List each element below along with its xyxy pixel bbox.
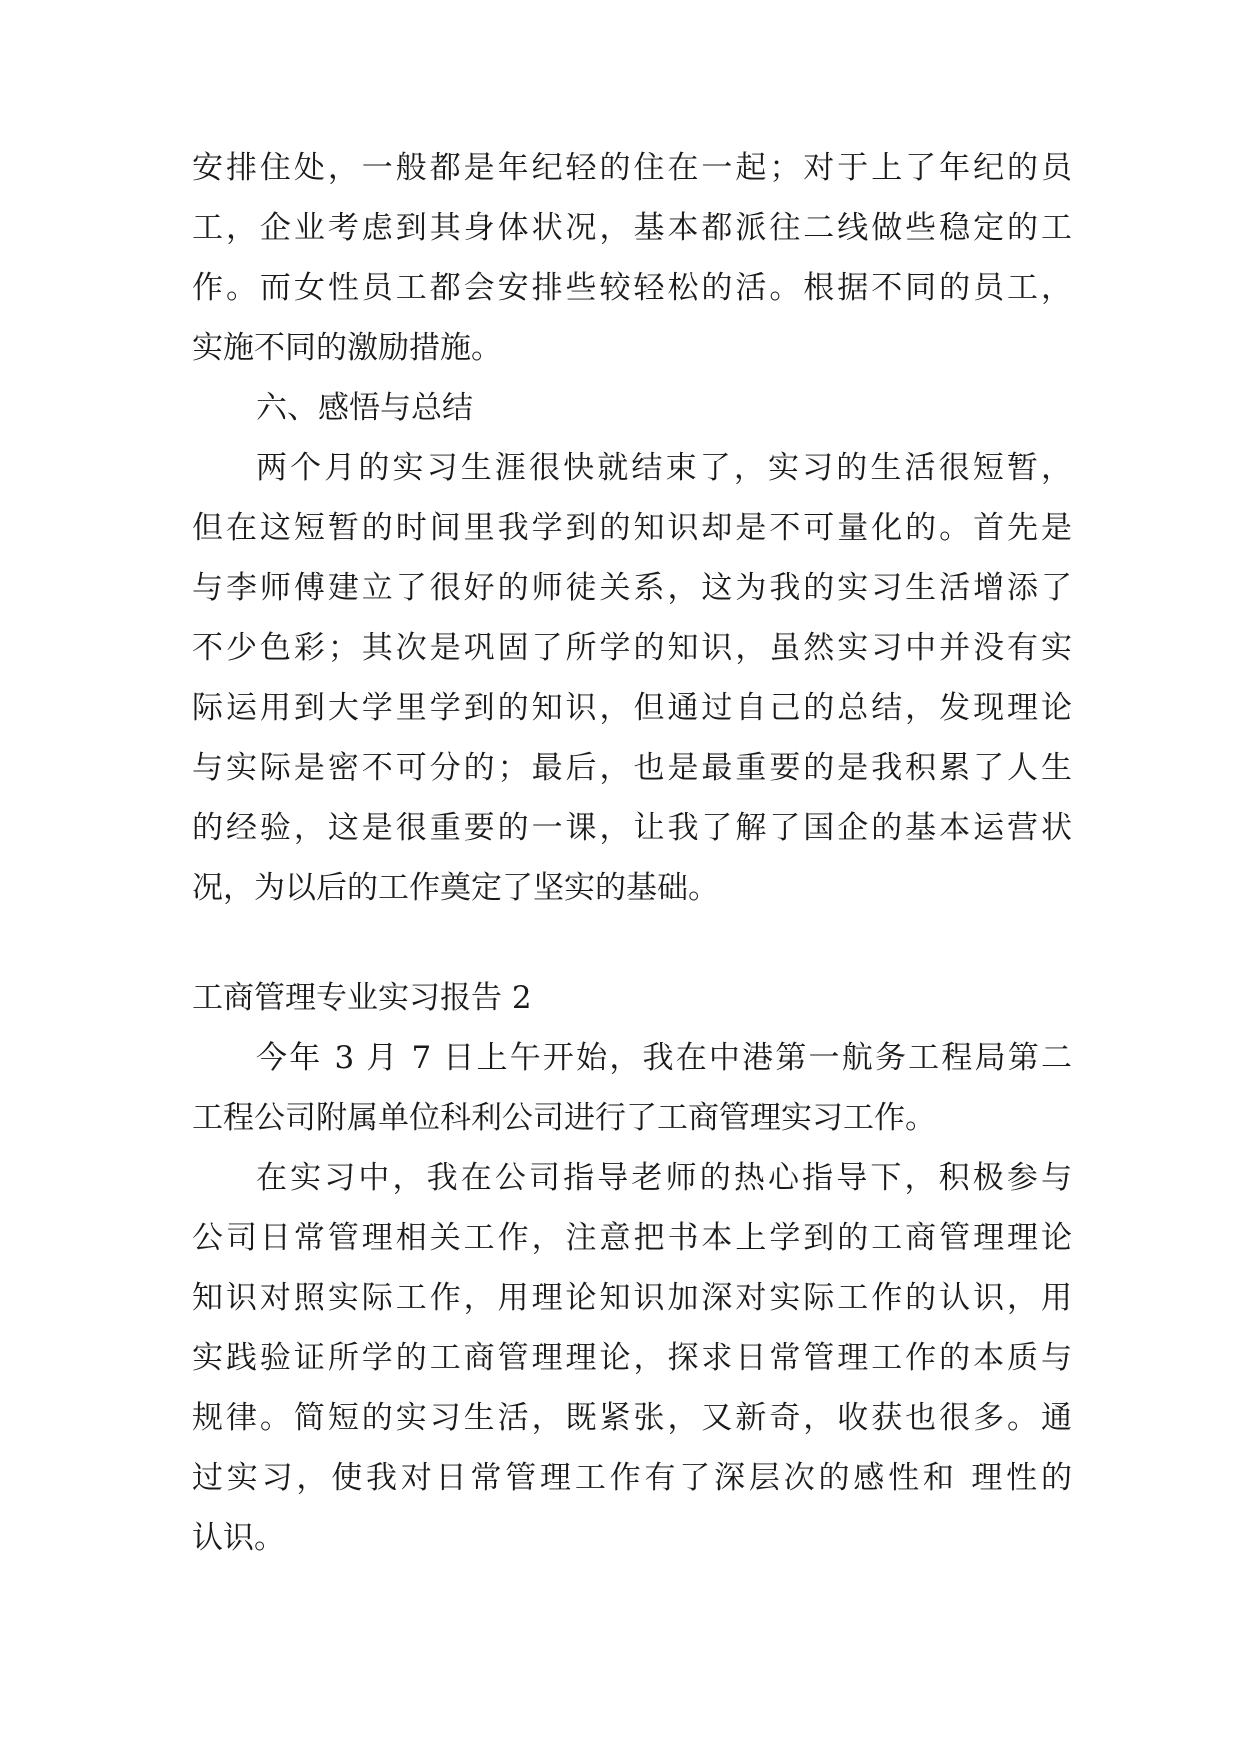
paragraph-line: 作。而女性员工都会安排些较轻松的活。根据不同的员工， <box>192 270 1072 306</box>
paragraph-line: 知识对照实际工作，用理论知识加深对实际工作的认识，用 <box>192 1280 1072 1316</box>
paragraph-line: 安排住处，一般都是年纪轻的住在一起；对于上了年纪的员 <box>192 150 1072 186</box>
paragraph-line: 规律。简短的实习生活，既紧张，又新奇，收获也很多。通 <box>192 1400 1072 1436</box>
paragraph-line: 今年 3 月 7 日上午开始，我在中港第一航务工程局第二 <box>256 1040 1072 1076</box>
section-heading: 六、感悟与总结 <box>256 390 473 426</box>
paragraph-line: 与实际是密不可分的；最后，也是最重要的是我积累了人生 <box>192 750 1072 786</box>
paragraph-line: 况，为以后的工作奠定了坚实的基础。 <box>192 870 719 906</box>
paragraph-line: 认识。 <box>192 1520 285 1556</box>
paragraph-line: 工程公司附属单位科利公司进行了工商管理实习工作。 <box>192 1100 936 1136</box>
paragraph-line: 但在这短暂的时间里我学到的知识却是不可量化的。首先是 <box>192 510 1072 546</box>
paragraph-line: 与李师傅建立了很好的师徒关系，这为我的实习生活增添了 <box>192 570 1072 606</box>
paragraph-line: 公司日常管理相关工作，注意把书本上学到的工商管理理论 <box>192 1220 1072 1256</box>
paragraph-line: 实施不同的激励措施。 <box>192 330 502 366</box>
paragraph-line: 两个月的实习生涯很快就结束了，实习的生活很短暂， <box>256 450 1072 486</box>
paragraph-line: 过实习，使我对日常管理工作有了深层次的感性和 理性的 <box>192 1460 1072 1496</box>
paragraph-line: 不少色彩；其次是巩固了所学的知识，虽然实习中并没有实 <box>192 630 1072 666</box>
paragraph-line: 在实习中，我在公司指导老师的热心指导下，积极参与 <box>256 1160 1072 1196</box>
report-title: 工商管理专业实习报告 2 <box>192 980 532 1016</box>
paragraph-line: 实践验证所学的工商管理理论，探求日常管理工作的本质与 <box>192 1340 1072 1376</box>
paragraph-line: 工，企业考虑到其身体状况，基本都派往二线做些稳定的工 <box>192 210 1072 246</box>
paragraph-line: 际运用到大学里学到的知识，但通过自己的总结，发现理论 <box>192 690 1072 726</box>
paragraph-line: 的经验，这是很重要的一课，让我了解了国企的基本运营状 <box>192 810 1072 846</box>
